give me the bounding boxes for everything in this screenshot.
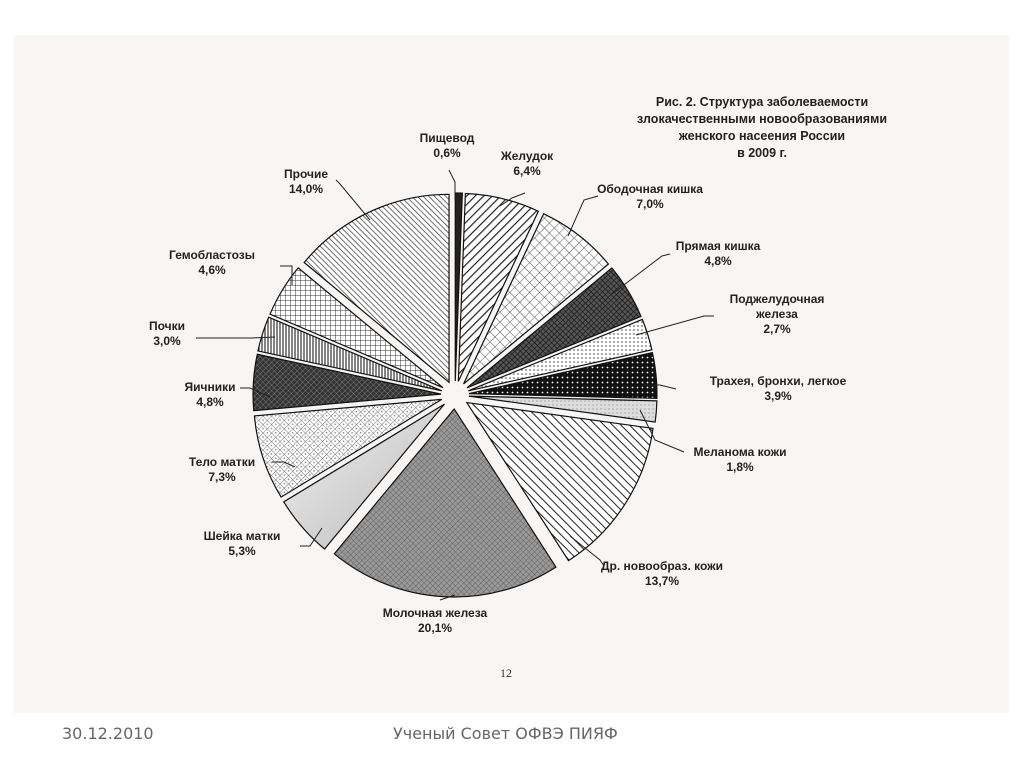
- slice-label-15-line-1: Прочие: [283, 167, 329, 181]
- slice-label-8-line-1: Др. новообраз. кожи: [600, 559, 724, 573]
- footer-date: 30.12.2010: [62, 724, 154, 743]
- slice-label-11-line-2: 7,3%: [208, 470, 236, 484]
- chart-title-line-4: в 2009 г.: [737, 146, 787, 160]
- slice-label-8-line-2: 13,7%: [644, 574, 680, 588]
- slice-label-14-line-1: Гемобластозы: [169, 248, 255, 262]
- slice-label-11-line-1: Тело матки: [188, 455, 256, 469]
- slice-label-4-line-1: Прямая кишка: [675, 239, 761, 253]
- leader-line-5: [636, 316, 714, 335]
- slice-label-7-line-1: Меланома кожи: [693, 445, 787, 459]
- slice-label-6-line-1: Трахея, бронхи, легкое: [709, 374, 847, 388]
- slice-label-7-line-2: 1,8%: [726, 460, 754, 474]
- slice-label-13-line-2: 3,0%: [153, 334, 181, 348]
- leader-line-1: [449, 170, 455, 200]
- leader-line-13: [196, 337, 275, 338]
- slice-label-9-line-1: Молочная железа: [382, 606, 488, 620]
- slice-label-5-line-3: 2,7%: [763, 322, 791, 336]
- slice-label-1-line-1: Пищевод: [419, 131, 475, 145]
- leader-line-15: [336, 180, 370, 220]
- slice-label-12-line-2: 4,8%: [196, 395, 224, 409]
- slice-label-3-line-1: Ободочная кишка: [597, 182, 703, 196]
- slice-label-5-line-1: Поджелудочная: [729, 292, 825, 306]
- slice-label-4-line-2: 4,8%: [704, 254, 732, 268]
- leader-line-4: [612, 254, 670, 294]
- slice-label-10-line-2: 5,3%: [228, 544, 256, 558]
- slice-label-14-line-2: 4,6%: [198, 263, 226, 277]
- slice-label-13-line-1: Почки: [148, 319, 186, 333]
- slice-label-3-line-2: 7,0%: [636, 197, 664, 211]
- footer-organization: Ученый Совет ОФВЭ ПИЯФ: [393, 724, 618, 743]
- slice-label-6-line-2: 3,9%: [764, 389, 792, 403]
- page-number: 12: [500, 666, 512, 680]
- slice-label-10-line-1: Шейка матки: [203, 529, 281, 543]
- slice-label-5-line-2: железа: [756, 307, 798, 321]
- chart-title-line-2: злокачественными новообразованиями: [636, 112, 888, 126]
- slice-label-9-line-2: 20,1%: [417, 621, 453, 635]
- slice-label-2-line-2: 6,4%: [513, 164, 541, 178]
- slice-label-15-line-2: 14,0%: [288, 182, 324, 196]
- slice-label-12-line-1: Яичники: [184, 380, 236, 394]
- chart-title-line-1: Рис. 2. Структура заболеваемости: [655, 95, 869, 109]
- chart-title-line-3: женского насеения России: [678, 129, 846, 143]
- slice-label-2-line-1: Желудок: [500, 149, 554, 163]
- slice-label-1-line-2: 0,6%: [433, 146, 461, 160]
